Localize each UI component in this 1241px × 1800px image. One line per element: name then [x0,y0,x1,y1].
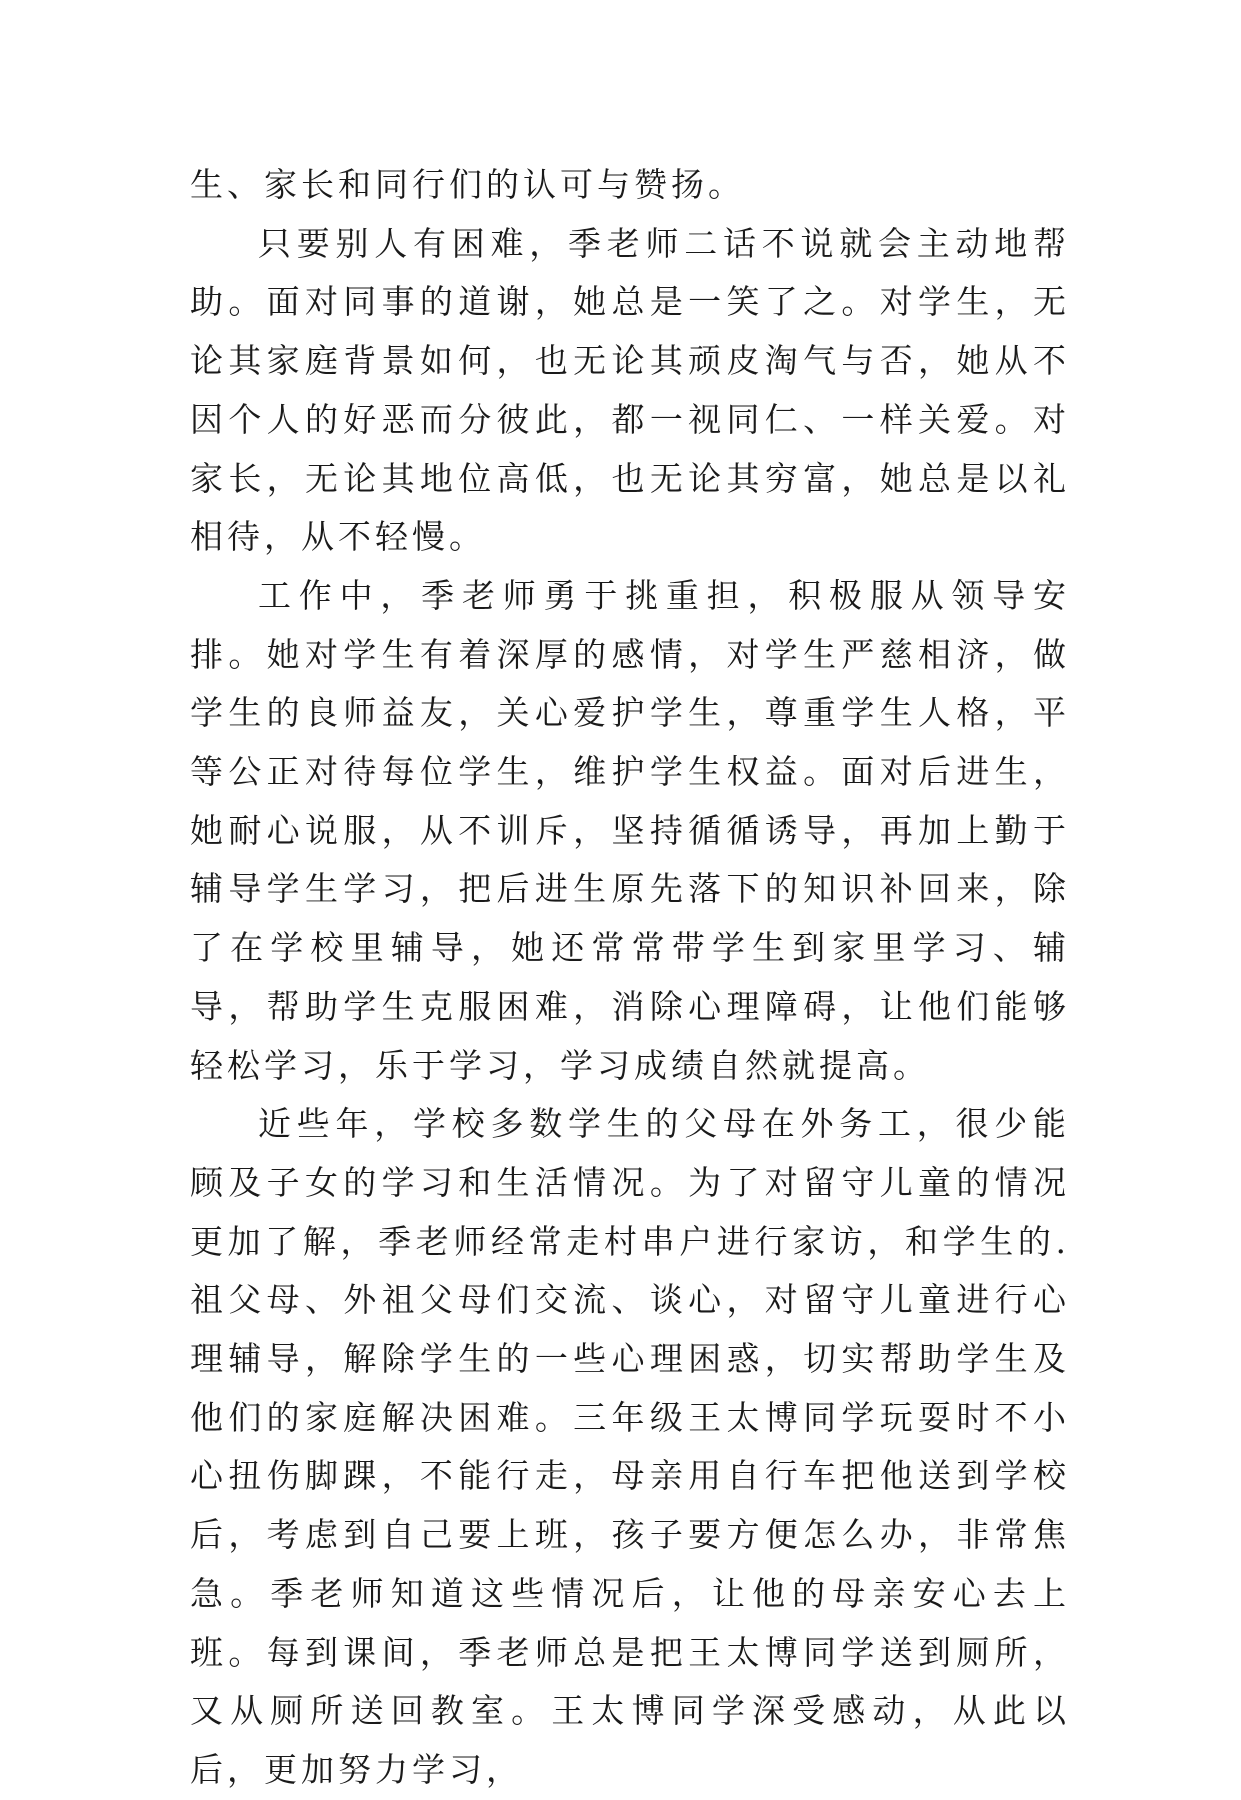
paragraph-1: 生、家长和同行们的认可与赞扬。 [190,165,745,204]
document-body [190,156,1070,1800]
paragraph-3: 工作中，季老师勇于挑重担，积极服从领导安排。她对学生有着深厚的感情，对学生严慈相济，做学生的良师益友，关心爱护学生，尊重学生人格，平等公正对待每位学生，维护学生权益。面对后进生，她耐心说服，从不训斥，坚持循循诱导，再加上勤于辅导学生学习，把后进生原先落下的知识补回来，除了在学校里辅导，她还常常带学生到家里学习、辅导，帮助学生克服困难，消除心理障碍，让他们能够轻松学习，乐于学习，学习成绩自然就提高。 [190,575,1070,1085]
paragraph-4: 近些年，学校多数学生的父母在外务工，很少能顾及子女的学习和生活情况。为了对留守儿童的情况更加了解，季老师经常走村串户进行家访，和学生的.祖父母、外祖父母们交流、谈心，对留守儿童进行心理辅导，解除学生的一些心理困惑，切实帮助学生及他们的家庭解决困难。三年级王太博同学玩耍时不小心扭伤脚踝，不能行走，母亲用自行车把他送到学校后，考虑到自己要上班，孩子要方便怎么办，非常焦急。季老师知道这些情况后，让他的母亲安心去上班。每到课间，季老师总是把王太博同学送到厕所，又从厕所送回教室。王太博同学深受感动，从此以后，更加努力学习， [190,1104,1070,1789]
paragraph-2: 只要别人有困难，季老师二话不说就会主动地帮助。面对同事的道谢，她总是一笑了之。对学生，无论其家庭背景如何，也无论其顽皮淘气与否，她从不因个人的好恶而分彼此，都一视同仁、一样关爱。对家长，无论其地位高低，也无论其穷富，她总是以礼相待，从不轻慢。 [190,223,1070,557]
